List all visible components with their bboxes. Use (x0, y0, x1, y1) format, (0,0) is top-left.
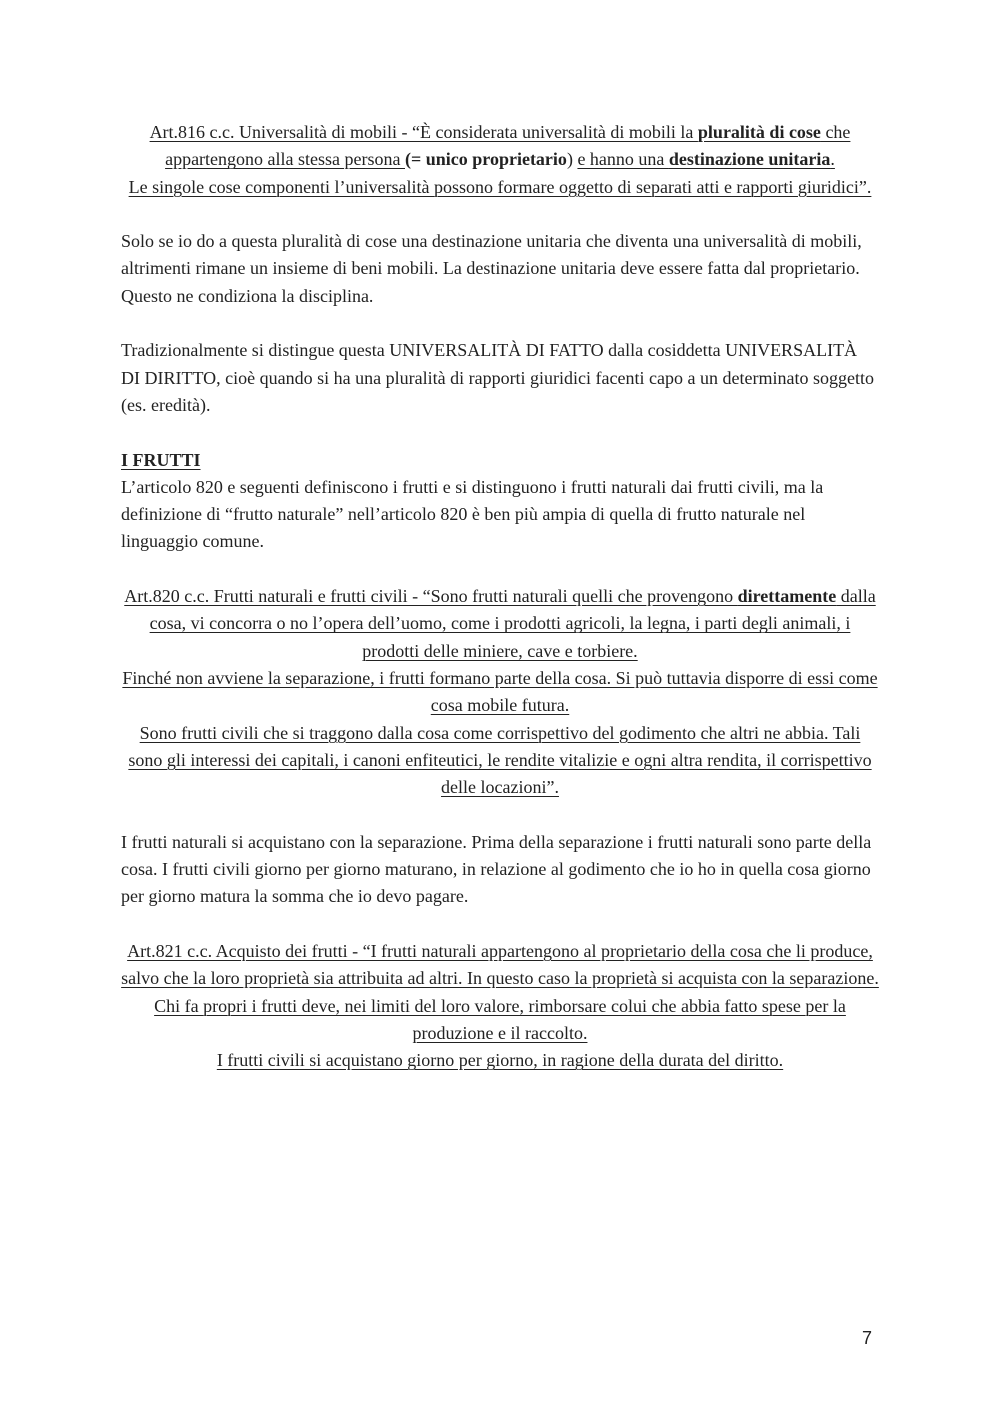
paragraph-universality-of-fact: Tradizionalmente si distingue questa UNIVERSALITÀ DI FATTO dalla cosiddetta UNIVERSALITÀ DI DIRITTO, cioè quando si ha una pluralità di rapporti giuridici facenti capo a un determinato soggetto (es. eredità). (121, 340, 874, 415)
quote-art-821-text-p2: Chi fa propri i frutti deve, nei limiti del loro valore, rimborsare colui che abbia fatto spese per la produzione e il raccolto. (154, 995, 846, 1043)
quote-art-816-text-a: Art.816 c.c. Universalità di mobili - “È considerata universalità di mobili la (149, 122, 698, 142)
paragraph-frutti-intro: L’articolo 820 e seguenti definiscono i frutti e si distinguono i frutti naturali dai frutti civili, ma la definizione di “frutto naturale” nell’articolo 820 è ben più ampia di quella di frutto naturale nel linguaggio comune. (121, 476, 824, 552)
paragraph-universality-line-1: Solo se io do a questa pluralità di cose una destinazione unitaria che diventa una universalità di mobili, altrimenti rimane un insieme di beni mobili. La destinazione unitaria deve essere fatta dal proprietario. (121, 231, 862, 279)
document-page (121, 119, 879, 1074)
quote-art-816-bold-owner: unico proprietario (425, 149, 567, 170)
quote-art-816-paragraph-1 (121, 119, 879, 174)
quote-art-820-text-p3: Sono frutti civili che si traggono dalla cosa come corrispettivo del godimento che altri ne abbia. Tali sono gli interessi dei capitali, i canoni enfiteutici, le rendite vitalizie e ogni altra rendita, il corrispettivo delle locazioni”. (128, 722, 872, 798)
quote-art-816-text-g: e hanno una (577, 149, 669, 170)
quote-art-821-text-p3: I frutti civili si acquistano giorno per giorno, in ragione della durata del diritto. (216, 1050, 784, 1071)
quote-art-820-bold-directly: direttamente (737, 586, 837, 607)
quote-art-821 (121, 938, 879, 1074)
quote-art-820-text-c: dalla cosa, vi concorra o no l’opera dell’uomo, come i prodotti agricoli, la legna, i parti degli animali, i prodotti delle miniere, cave e torbiere. (149, 586, 876, 661)
quote-art-816-paren-close: ) (566, 149, 578, 170)
paragraph-frutti-acquisition: I frutti naturali si acquistano con la separazione. Prima della separazione i frutti naturali sono parte della cosa. I frutti civili giorno per giorno maturano, in relazione al godimento che io ho in quella cosa giorno per giorno matura la somma che io devo pagare. (121, 831, 872, 907)
quote-art-816-text-c: che appartengono alla stessa persona (165, 122, 851, 170)
quote-art-821-text-p1: Art.821 c.c. Acquisto dei frutti - “I frutti naturali appartengono al proprietario della cosa che li produce, salvo che la loro proprietà sia attribuita ad altri. In questo caso la proprietà si acquista con la separazione. (121, 940, 879, 989)
quote-art-821-paragraph-1 (121, 938, 879, 993)
quote-art-820-paragraph-1 (121, 583, 879, 665)
section-heading-frutti: I FRUTTI (121, 449, 201, 470)
quote-art-820-text-p2: Finché non avviene la separazione, i frutti formano parte della cosa. Si può tuttavia disporre di essi come cosa mobile futura. (122, 667, 878, 716)
quote-art-816-text-p2: Le singole cose componenti l’universalità possono formare oggetto di separati atti e rapporti giuridici”. (128, 176, 872, 197)
page-number: 7 (862, 1328, 873, 1348)
paragraph-universality-line-2: Questo ne condiziona la disciplina. (121, 285, 374, 306)
quote-art-821-paragraph-2 (121, 993, 879, 1048)
quote-art-820 (121, 583, 879, 801)
quote-art-816-paragraph-2 (121, 174, 879, 201)
quote-art-816-period: . (830, 149, 835, 170)
quote-art-816-bold-destination: destinazione unitaria (668, 149, 831, 170)
quote-art-820-text-a: Art.820 c.c. Frutti naturali e frutti civili - “Sono frutti naturali quelli che provengono (124, 586, 738, 607)
quote-art-816-bold-plurality: pluralità di cose (697, 122, 821, 142)
quote-art-820-paragraph-2 (121, 665, 879, 720)
quote-art-816 (121, 119, 879, 201)
quote-art-816-bold-paren-open: (= (405, 149, 426, 170)
quote-art-821-paragraph-3 (121, 1047, 879, 1074)
quote-art-820-paragraph-3 (121, 720, 879, 802)
